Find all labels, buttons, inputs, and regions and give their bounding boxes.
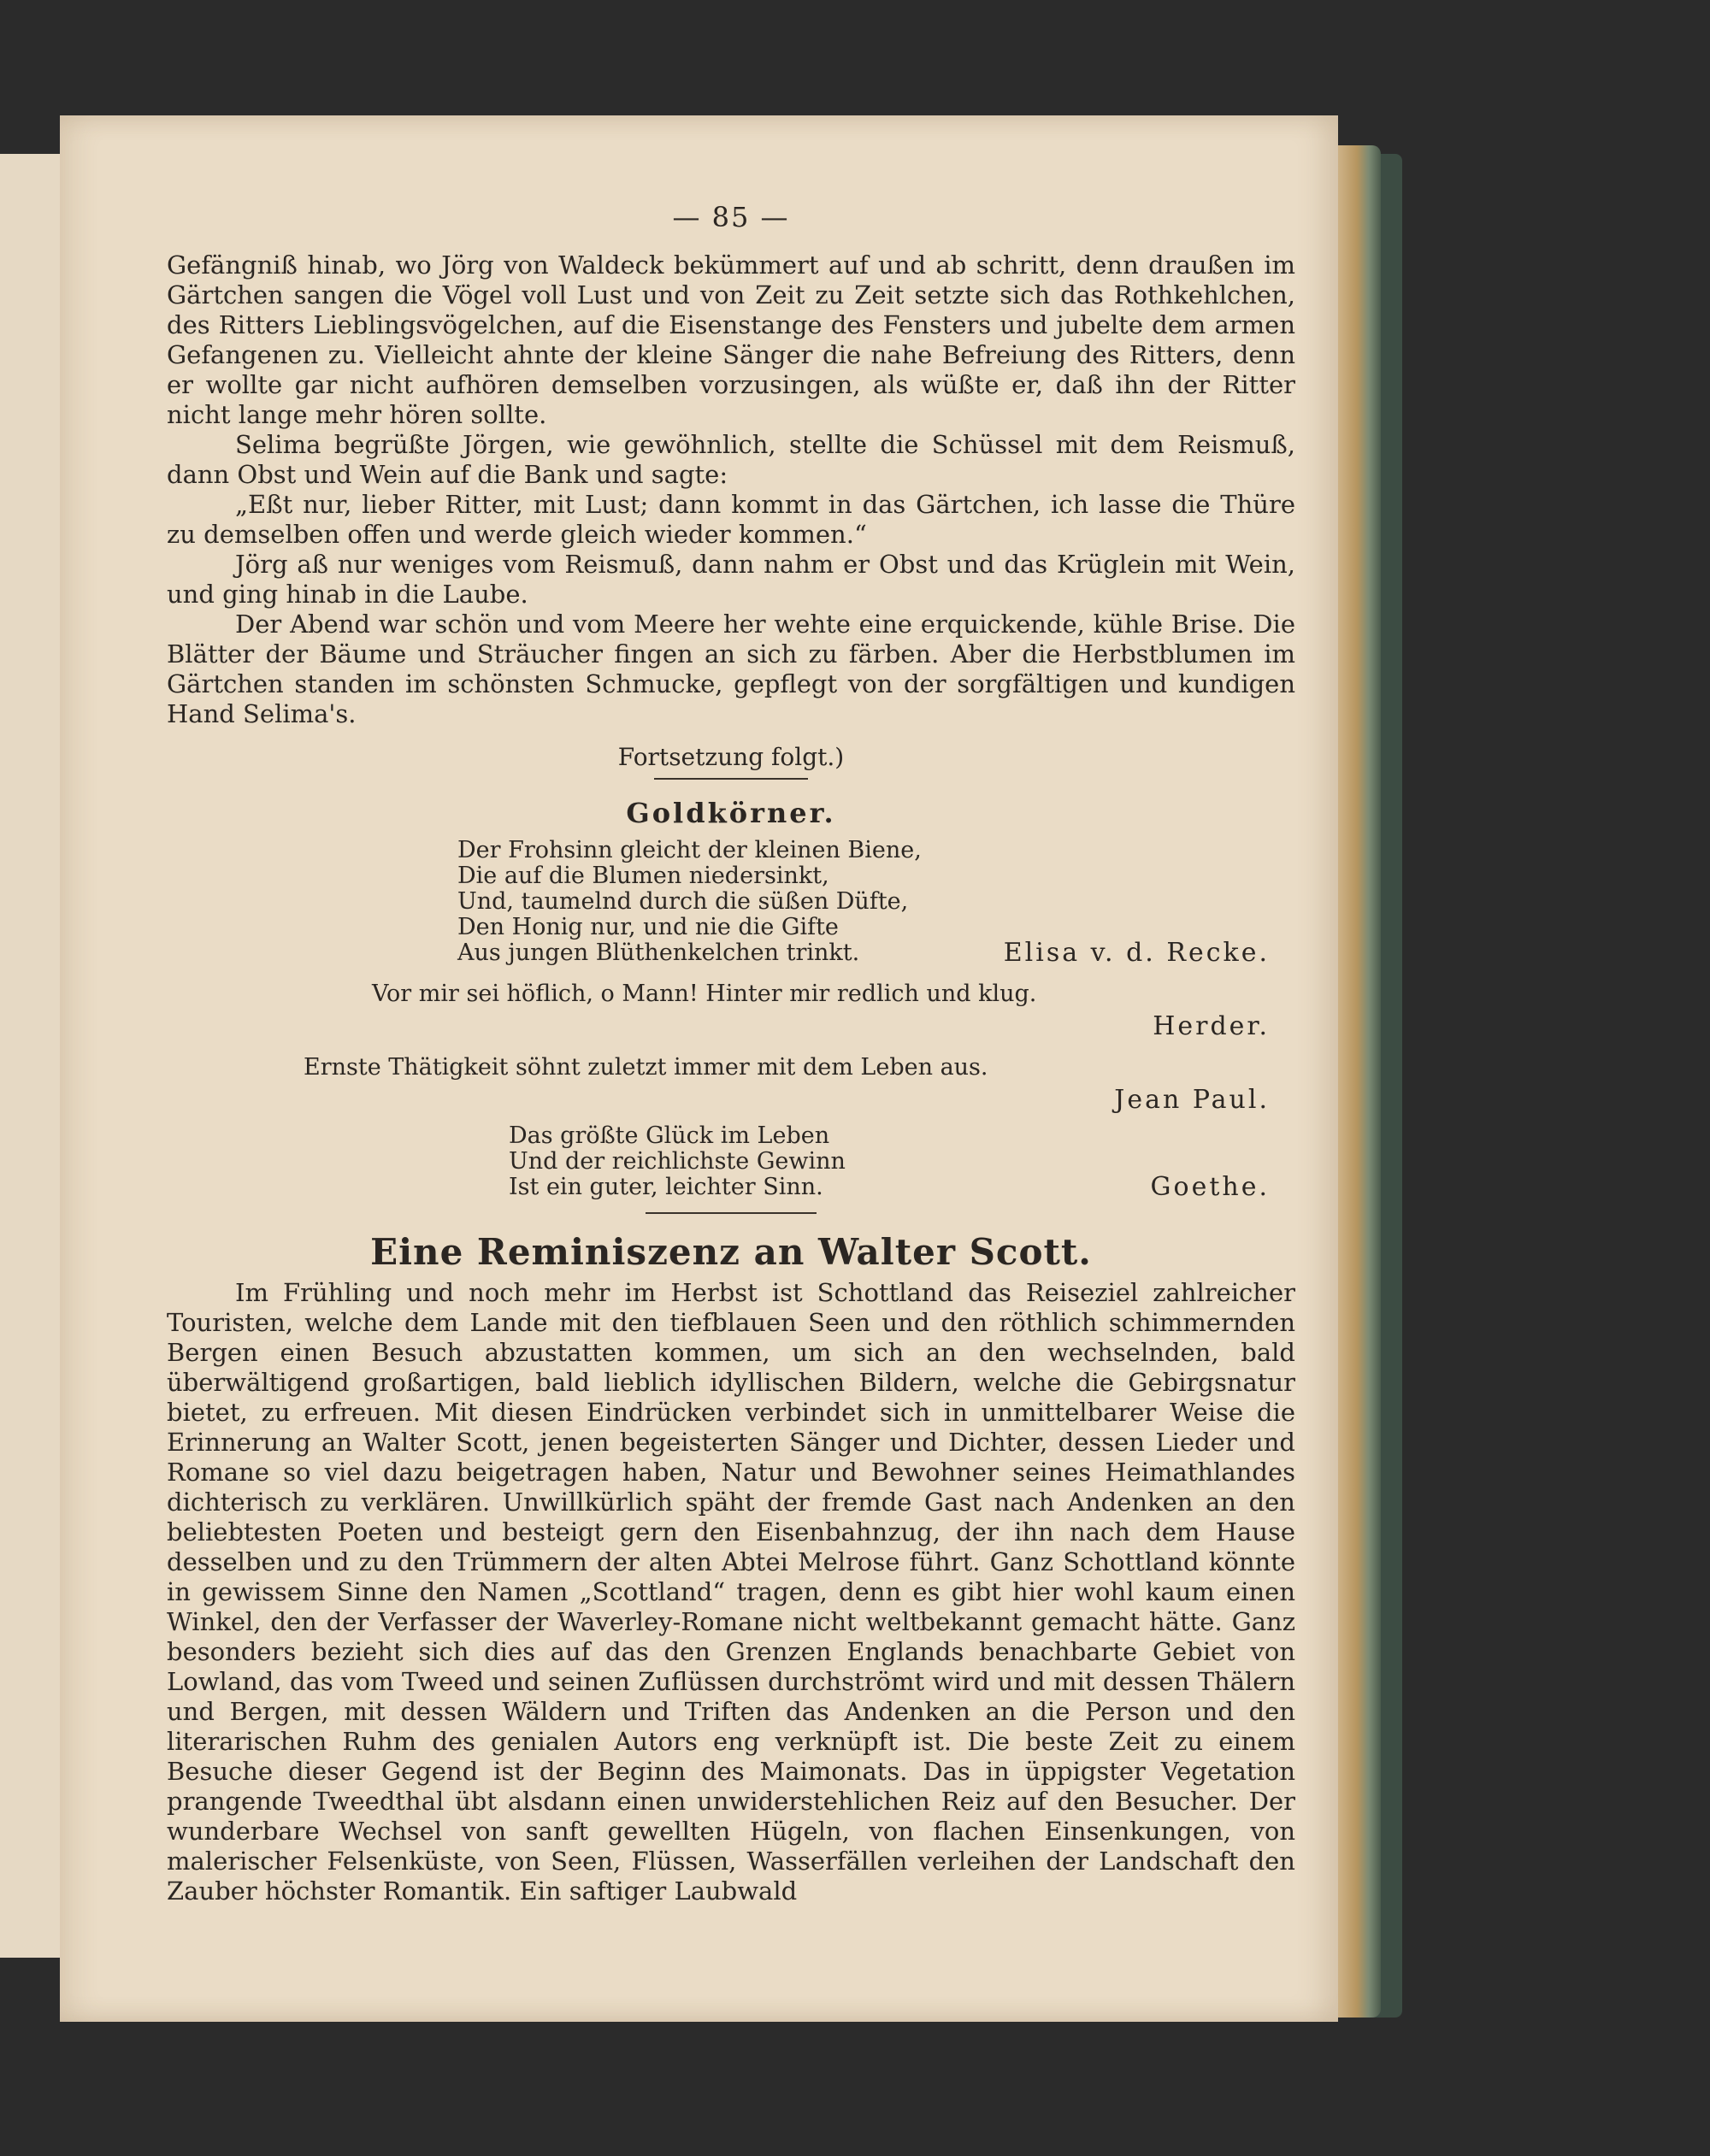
- quote-jean-paul: [167, 1055, 1295, 1113]
- poem-goethe: [167, 1123, 1295, 1200]
- poem-line: Ist ein guter, leichter Sinn.: [509, 1174, 823, 1200]
- poem-line: Und der reichlichste Gewinn: [509, 1148, 846, 1175]
- section-title: Goldkörner.: [626, 797, 836, 829]
- article-title: Eine Reminiszenz an Walter Scott.: [370, 1231, 1092, 1273]
- book-page: [60, 115, 1338, 2022]
- poem-line: Den Honig nur, und nie die Gifte: [457, 914, 839, 940]
- poem-line: Und, taumelnd durch die süßen Düfte,: [457, 888, 909, 915]
- quote-text: Ernste Thätigkeit söhnt zuletzt immer mit dem Leben aus.: [304, 1054, 988, 1081]
- story-paragraph-5: Der Abend war schön und vom Meere her wehte eine erquickende, kühle Brise. Die Blätter der Bäume und Sträucher fingen an sich zu färben. Aber die Herbstblumen im Gärtchen standen im schönsten Schmucke, gepflegt von der sorgfältigen und kundigen Hand Selima's.: [167, 610, 1295, 728]
- story-paragraph-4: Jörg aß nur weniges vom Reismuß, dann nahm er Obst und das Krüglein mit Wein, und ging hinab in die Laube.: [167, 550, 1295, 609]
- story-paragraph-1: Gefängniß hinab, wo Jörg von Waldeck bekümmert auf und ab schritt, denn draußen im Gärtchen sangen die Vögel voll Lust und von Zeit zu Zeit setzte sich das Rothkehlchen, des Ritters Lieblingsvögelchen, auf die Eisenstange des Fensters und jubelte dem armen Gefangenen zu. Vielleicht ahnte der kleine Sänger die nahe Befreiung des Ritters, denn er wollte gar nicht aufhören demselben vorzusingen, als wüßte er, daß ihn der Ritter nicht lange mehr hören sollte.: [167, 250, 1295, 429]
- story-paragraph-2: Selima begrüßte Jörgen, wie gewöhnlich, stellte die Schüssel mit dem Reismuß, dann Obst und Wein auf die Bank und sagte:: [167, 430, 1295, 489]
- poem-recke: [167, 838, 1295, 966]
- page-content: [167, 201, 1295, 1906]
- divider: [654, 778, 808, 780]
- quote-author: Herder.: [1153, 1011, 1270, 1041]
- poem-line: Der Frohsinn gleicht der kleinen Biene,: [457, 837, 922, 863]
- story-paragraph-3: „Eßt nur, lieber Ritter, mit Lust; dann kommt in das Gärtchen, ich lasse die Thüre zu demselben offen und werde gleich wieder kommen.“: [167, 490, 1295, 549]
- poem-line: Die auf die Blumen niedersinkt,: [457, 863, 829, 889]
- poem-author: Elisa v. d. Recke.: [1003, 938, 1270, 968]
- poem-line: Das größte Glück im Leben: [509, 1122, 830, 1149]
- page-number: — 85 —: [672, 201, 790, 233]
- poem-author: Goethe.: [1150, 1172, 1270, 1202]
- article-paragraph: Im Frühling und noch mehr im Herbst ist Schottland das Reiseziel zahlreicher Touristen, welche dem Lande mit den tiefblauen Seen und den röthlich schimmernden Bergen einen Besuch abzustatten kommen, um sich an den wechselnden, bald überwältigend großartigen, bald lieblich idyllischen Bildern, welche die Gebirgsnatur bietet, zu erfreuen. Mit diesen Eindrücken verbindet sich in unmittelbarer Weise die Erinnerung an Walter Scott, jenen begeisterten Sänger und Dichter, dessen Lieder und Romane so viel dazu beigetragen haben, Natur und Bewohner seines Heimathlandes dichterisch zu verklären. Unwillkürlich späht der fremde Gast nach Andenken an den beliebtesten Poeten und besteigt gern den Eisenbahnzug, der ihn nach dem Hause desselben und zu den Trümmern der alten Abtei Melrose führt. Ganz Schottland könnte in gewissem Sinne den Namen „Scottland“ tragen, denn es gibt hier wohl kaum einen Winkel, den der Verfasser der Waverley-Romane nicht weltbekannt gemacht hätte. Ganz besonders bezieht sich dies auf das den Grenzen Englands benachbarte Gebiet von Lowland, das vom Tweed und seinen Zuflüssen durchströmt wird und mit dessen Thälern und Bergen, mit dessen Wäldern und Triften das Andenken an die Person und den literarischen Ruhm des genialen Autors eng verknüpft ist. Die beste Zeit zu einem Besuche dieser Gegend ist der Beginn des Maimonats. Das in üppigster Vegetation prangende Tweedthal übt alsdann einen unwiderstehlichen Reiz auf den Besucher. Der wunderbare Wechsel von sanft gewellten Hügeln, von flachen Einsenkungen, von malerischer Felsenküste, von Seen, Flüssen, Wasserfällen verleihen der Landschaft den Zauber höchster Romantik. Ein saftiger Laubwald: [167, 1278, 1295, 1906]
- quote-author: Jean Paul.: [1114, 1085, 1270, 1115]
- continued-note: Fortsetzung folgt.): [617, 743, 845, 771]
- divider: [646, 1212, 817, 1214]
- quote-text: Vor mir sei höflich, o Mann! Hinter mir redlich und klug.: [372, 981, 1037, 1007]
- quote-herder: [167, 981, 1295, 1040]
- poem-line: Aus jungen Blüthenkelchen trinkt.: [457, 940, 860, 966]
